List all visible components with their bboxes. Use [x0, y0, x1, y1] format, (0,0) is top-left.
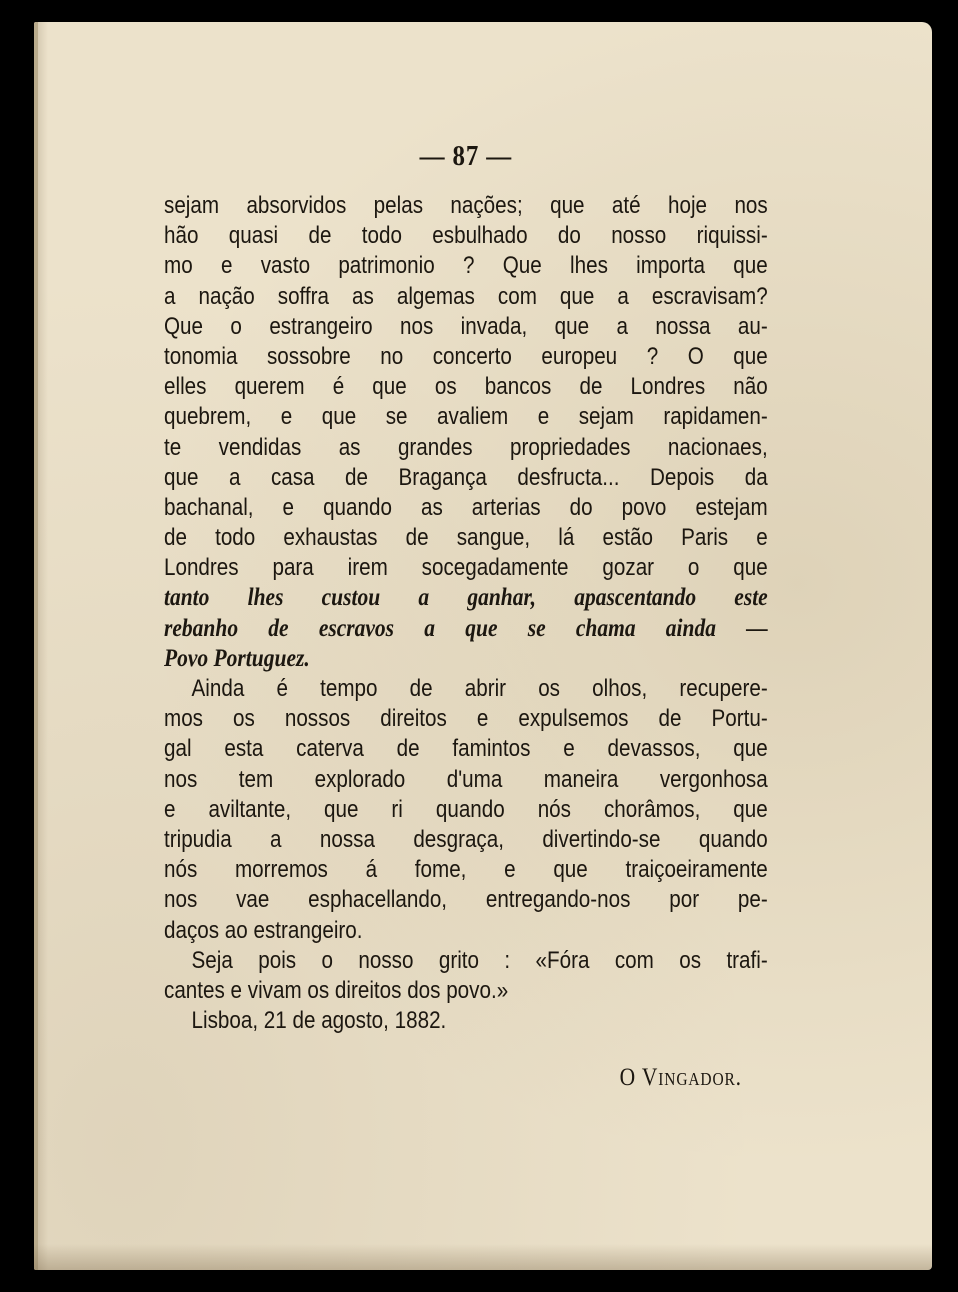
- text-line: de todo exhaustas de sangue, lá estão Paris e: [164, 524, 768, 552]
- text-line: e aviltante, que ri quando nós chorâmos, que: [164, 795, 768, 823]
- text-line: tonomia sossobre no concerto europeu ? O que: [164, 342, 768, 370]
- page-text-block: [164, 140, 768, 1092]
- text-line: daços ao estrangeiro.: [164, 916, 363, 944]
- text-line: quebrem, e que se avaliem e sejam rapidamen-: [164, 403, 768, 431]
- text-line: gal esta caterva de famintos e devassos, que: [164, 735, 768, 763]
- text-line: hão quasi de todo esbulhado do nosso riquissi-: [164, 222, 768, 250]
- text-line: a nação soffra as algemas com que a escravisam?: [164, 282, 768, 310]
- page-number: — 87 —: [419, 140, 513, 172]
- signature: [164, 1064, 768, 1092]
- text-line: nos tem explorado d'uma maneira vergonhosa: [164, 765, 768, 793]
- italic-text-line: Povo Portuguez.: [164, 644, 310, 672]
- text-line: nos vae esphacellando, entregando-nos por pe-: [164, 886, 768, 914]
- text-line: Londres para irem socegadamente gozar o que: [164, 554, 768, 582]
- text-line: bachanal, e quando as arterias do povo estejam: [164, 493, 768, 521]
- paragraph-start-line: Seja pois o nosso grito : «Fóra com os trafi-: [191, 946, 768, 974]
- text-line: te vendidas as grandes propriedades nacionaes,: [164, 433, 768, 461]
- italic-text-line: rebanho de escravos a que se chama ainda —: [164, 614, 768, 642]
- text-line: nós morremos á fome, e que traiçoeiramente: [164, 856, 768, 884]
- text-line: que a casa de Bragança desfructa... Depois da: [164, 463, 768, 491]
- page-bottom-shadow: [34, 1244, 932, 1270]
- paragraph-start-line: Ainda é tempo de abrir os olhos, recupere-: [191, 675, 768, 702]
- text-line: sejam absorvidos pelas nações; que até hoje nos: [164, 192, 768, 219]
- text-line: mo e vasto patrimonio ? Que lhes importa que: [164, 252, 768, 280]
- italic-text-line: tanto lhes custou a ganhar, apascentando este: [164, 584, 768, 612]
- text-line: tripudia a nossa desgraça, divertindo-se quando: [164, 825, 768, 853]
- text-line: cantes e vivam os direitos dos povo.»: [164, 976, 509, 1004]
- text-line: Que o estrangeiro nos invada, que a nossa au-: [164, 312, 768, 340]
- text-line: elles querem é que os bancos de Londres não: [164, 373, 768, 401]
- signature-text: O Vingador.: [619, 1064, 742, 1092]
- text-line: mos os nossos direitos e expulsemos de Portu-: [164, 705, 768, 733]
- page-spine-edge: [34, 22, 38, 1270]
- dateline: Lisboa, 21 de agosto, 1882.: [191, 1007, 447, 1035]
- book-page: [34, 22, 932, 1270]
